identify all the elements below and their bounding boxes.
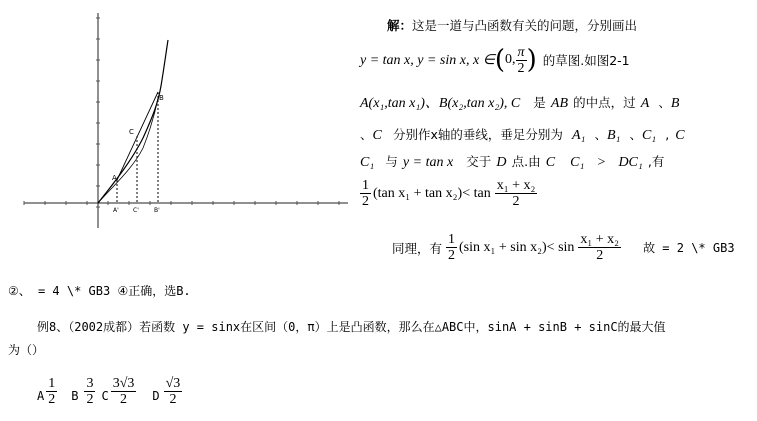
options-row xyxy=(37,376,182,407)
option-b-value: $\frac{3}{2}$ xyxy=(86,376,94,407)
tan-sin-graph xyxy=(18,8,353,230)
option-a-letter: A xyxy=(37,389,45,403)
point-label-a: A xyxy=(112,174,117,182)
perp-line: 、C 分别作x轴的垂线，垂足分别为 A₁ 、B₁ 、C₁ , C xyxy=(360,127,685,143)
tan-inequality: $\frac{1}{2}$ (tan x₁ + tan x₂)< tan $\frac{\text{x₁ + x₂}}{2}$ xyxy=(362,178,536,209)
solution-heading: 解： xyxy=(387,18,413,33)
option-d-value: $\frac{√3}{2}$ xyxy=(165,376,181,407)
foot-label-c: C' xyxy=(133,207,139,214)
foot-label-a: A' xyxy=(113,207,119,214)
answer-line: ②、 = 4 \* GB3 ④正确，选B. xyxy=(8,284,191,298)
meet-line: C₁ 与 y = tan x 交于 D 点.由 C C₁ > DC₁ ,有 xyxy=(360,154,665,170)
point-label-c: C xyxy=(129,128,134,136)
point-label-b: B xyxy=(159,94,164,102)
option-b-letter: B xyxy=(71,389,79,403)
sin-inequality: 同理，有 $\frac{1}{2}$ (sin x₁ + sin x₂)< sin $\frac{\text{x₁ + x₂}}{2}$ 故 = 2 \* GB3 xyxy=(392,232,735,263)
points-line: A(x₁,tan x₁)、B(x₂,tan x₂), C 是 AB 的中点，过 A 、B xyxy=(360,95,680,111)
solution-intro: 解：这是一道与凸函数有关的问题，分别画出 xyxy=(387,18,638,33)
option-c-letter: C xyxy=(101,389,109,403)
foot-label-b: B' xyxy=(154,207,160,214)
pi-over-2: $\frac{\pi}{2}$ xyxy=(517,44,525,76)
functions-line: y = tan x, y = sin x, x ∈ ( 0, $\frac{\pi}{2}$ ) 的草图.如图2-1 xyxy=(360,44,630,76)
sin-curve xyxy=(98,98,158,203)
example-line-2: 为（） xyxy=(8,343,45,357)
option-c-value: $\frac{3√3}{2}$ xyxy=(112,376,135,407)
option-d-letter: D xyxy=(152,389,160,403)
example-line-1: 例8、（2002成都）若函数 y = sinx在区间（0，π）上是凸函数，那么在△ABC中，sinA + sinB + sinC的最大值 xyxy=(37,320,666,334)
option-a-value: $\frac{1}{2}$ xyxy=(48,376,56,407)
